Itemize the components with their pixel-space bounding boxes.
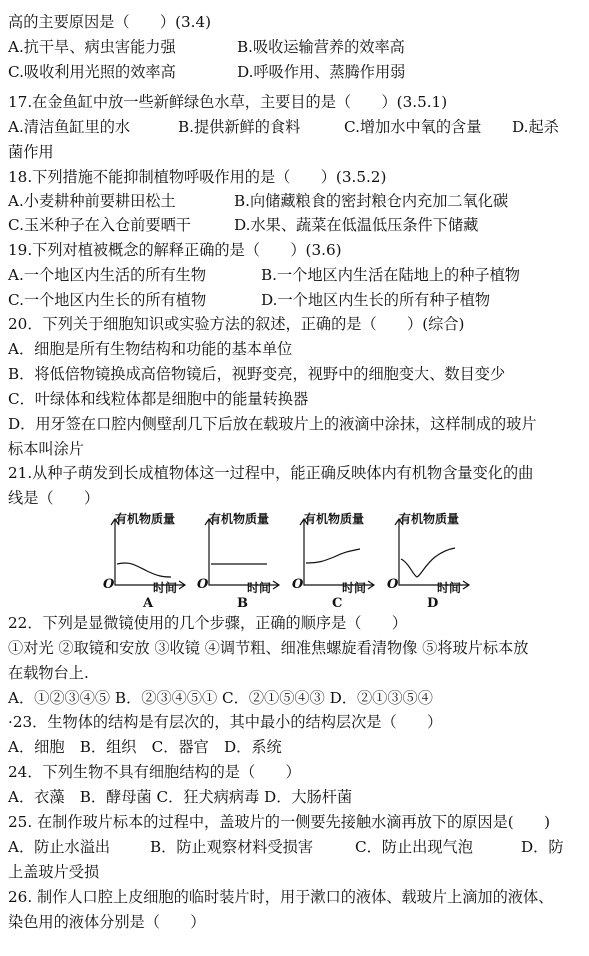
answer-option: D.起杀 xyxy=(512,118,559,136)
answer-option: B.吸收运输营养的效率高 xyxy=(237,38,405,56)
graph-d xyxy=(389,507,479,612)
x-axis-label: 时间 xyxy=(342,581,367,595)
graph-plot xyxy=(199,519,289,599)
curve xyxy=(306,549,360,563)
text-line: 24．下列生物不具有细胞结构的是（ ） xyxy=(8,763,301,781)
text-line: ①对光 ②取镜和安放 ③收镜 ④调节粗、细准焦螺旋看清物像 ⑤将玻片标本放 xyxy=(8,639,529,657)
text-line: 25. 在制作玻片标本的过程中，盖玻片的一侧要先接触水滴再放下的原因是( ) xyxy=(8,813,551,831)
graph-plot xyxy=(294,519,384,599)
text-line: 标本叫涂片 xyxy=(8,440,84,458)
answer-option: D．防 xyxy=(521,838,564,856)
text-line: B．将低倍物镜换成高倍物镜后，视野变亮，视野中的细胞变大、数目变少 xyxy=(8,365,506,383)
text-line: 高的主要原因是（ ）(3.4) xyxy=(8,13,212,31)
answer-option: A.一个地区内生活的所有生物 xyxy=(8,266,207,284)
answer-option: C.玉米种子在入仓前要晒干 xyxy=(8,216,191,234)
x-axis-label: 时间 xyxy=(153,581,178,595)
text-line: 线是（ ） xyxy=(8,489,100,507)
graph-letter: B xyxy=(237,596,248,611)
origin-label: O xyxy=(292,577,304,592)
answer-option: B．防止观察材料受损害 xyxy=(150,838,314,856)
answer-option: B.提供新鲜的食料 xyxy=(178,118,301,136)
text-line: 21.从种子萌发到长成植物体这一过程中，能正确反映体内有机物含量变化的曲 xyxy=(8,464,534,482)
text-line: C．叶绿体和线粒体都是细胞中的能量转换器 xyxy=(8,390,309,408)
text-line: 18.下列措施不能抑制植物呼吸作用的是（ ）(3.5.2) xyxy=(8,168,387,186)
origin-label: O xyxy=(103,577,115,592)
y-axis-label: 有机物质量 xyxy=(304,512,365,526)
answer-option: C.吸收利用光照的效率高 xyxy=(8,63,176,81)
answer-option: D.呼吸作用、蒸腾作用弱 xyxy=(237,63,406,81)
graph-letter: A xyxy=(143,596,154,611)
answer-option: C．防止出现气泡 xyxy=(355,838,473,856)
text-line: 26. 制作人口腔上皮细胞的临时装片时，用于漱口的液体、载玻片上滴加的液体、 xyxy=(8,888,554,906)
graph-plot xyxy=(389,519,479,599)
text-line: A．细胞 B．组织 C．器官 D．系统 xyxy=(8,738,282,756)
origin-label: O xyxy=(387,577,399,592)
x-axis-label: 时间 xyxy=(247,581,272,595)
graph-plot xyxy=(105,519,195,599)
x-axis-label: 时间 xyxy=(437,581,462,595)
text-line: 上盖玻片受损 xyxy=(8,863,100,881)
curve xyxy=(117,563,171,577)
graph-b xyxy=(199,507,289,612)
answer-option: A.小麦耕种前要耕田松土 xyxy=(8,192,176,210)
origin-label: O xyxy=(197,577,209,592)
answer-option: A.抗干旱、病虫害能力强 xyxy=(8,38,176,56)
answer-option: A.清洁鱼缸里的水 xyxy=(8,118,131,136)
answer-option: D.一个地区内生长的所有种子植物 xyxy=(261,291,491,309)
answer-option: A．防止水溢出 xyxy=(8,838,111,856)
y-axis-label: 有机物质量 xyxy=(399,512,460,526)
text-line: D．用牙签在口腔内侧壁刮几下后放在载玻片上的液滴中涂抹，这样制成的玻片 xyxy=(8,415,537,433)
text-line: 22．下列是显微镜使用的几个步骤，正确的顺序是（ ） xyxy=(8,614,408,632)
text-line: 17.在金鱼缸中放一些新鲜绿色水草，主要目的是（ ）(3.5.1) xyxy=(8,93,448,111)
y-axis-label: 有机物质量 xyxy=(115,512,176,526)
graph-letter: C xyxy=(332,596,343,611)
text-line: 20．下列关于细胞知识或实验方法的叙述，正确的是（ ）(综合) xyxy=(8,315,465,333)
text-line: 19.下列对植被概念的解释正确的是（ ）(3.6) xyxy=(8,241,342,259)
text-line: 菌作用 xyxy=(8,143,54,161)
answer-option: D.水果、蔬菜在低温低压条件下储藏 xyxy=(234,216,479,234)
graph-c xyxy=(294,507,384,612)
answer-option: B.一个地区内生活在陆地上的种子植物 xyxy=(261,266,520,284)
answer-option: C.一个地区内生长的所有植物 xyxy=(8,291,207,309)
text-line: ·23．生物体的结构是有层次的，其中最小的结构层次是（ ） xyxy=(8,713,443,731)
y-axis-label: 有机物质量 xyxy=(209,512,270,526)
text-line: 在载物台上. xyxy=(8,664,89,682)
graph-letter: D xyxy=(427,596,439,611)
curve xyxy=(401,548,455,577)
graph-a xyxy=(105,507,195,612)
answer-option: C.增加水中氧的含量 xyxy=(344,118,482,136)
text-line: A．细胞是所有生物结构和功能的基本单位 xyxy=(8,340,293,358)
text-line: 染色用的液体分别是（ ） xyxy=(8,913,206,931)
answer-option: B.向储藏粮食的密封粮仓内充加二氧化碳 xyxy=(234,192,509,210)
text-line: A．衣藻 B．酵母菌 C．狂犬病病毒 D．大肠杆菌 xyxy=(8,788,353,806)
text-line: A．①②③④⑤ B．②③④⑤① C．②①⑤④③ D．②①③⑤④ xyxy=(8,689,433,707)
